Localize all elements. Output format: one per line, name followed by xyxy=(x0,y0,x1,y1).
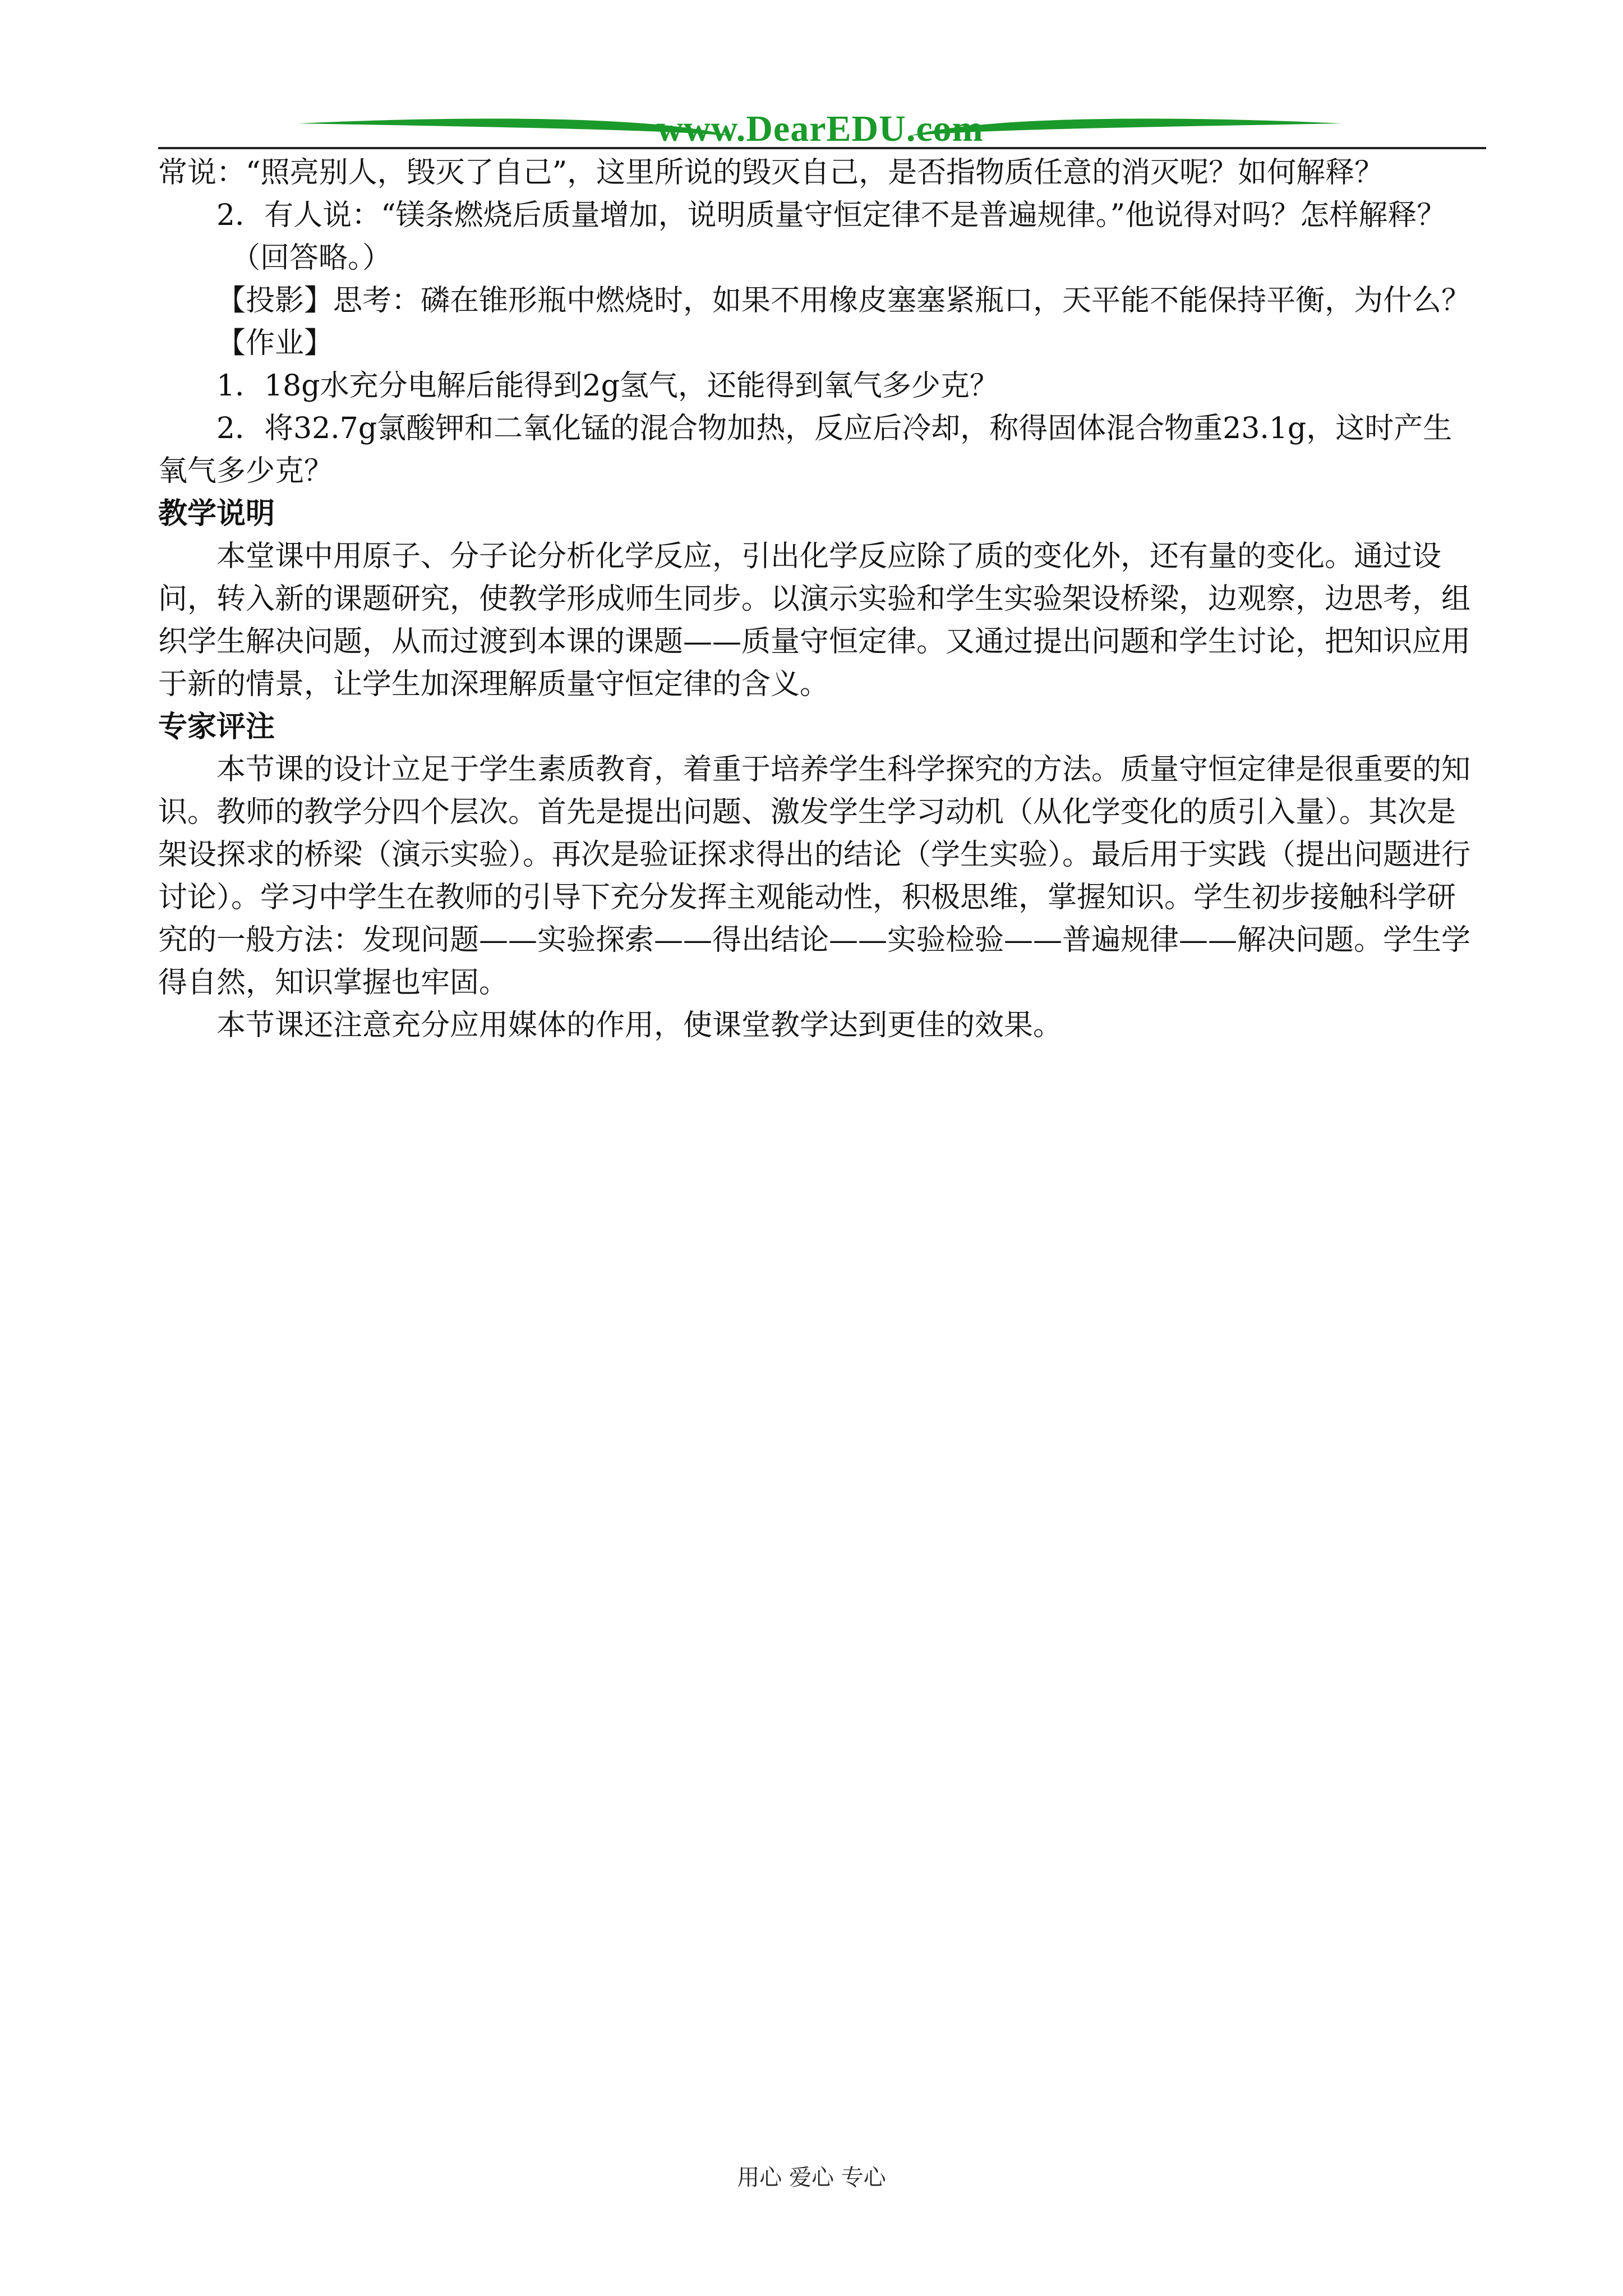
section-heading-teaching-notes: 教学说明 xyxy=(158,496,275,531)
paragraph: 2．将32.7g氯酸钾和二氧化锰的混合物加热，反应后冷却，称得固体混合物重23.1g，这时产生氧气多少克？ xyxy=(158,412,1453,488)
section-heading-expert-comment: 专家评注 xyxy=(158,710,275,744)
paragraph: 【作业】 xyxy=(216,326,334,360)
document-body xyxy=(158,151,1470,1047)
paragraph: 常说：“照亮别人，毁灭了自己”，这里所说的毁灭自己，是否指物质任意的消灭呢？如何解释？ xyxy=(158,156,1384,190)
paragraph: 本节课的设计立足于学生素质教育，着重于培养学生科学探究的方法。质量守恒定律是很重要的知识。教师的教学分四个层次。首先是提出问题、激发学生学习动机（从化学变化的质引入量）。其次是架设探求的桥梁（演示实验）。再次是验证探求得出的结论（学生实验）。最后用于实践（提出问题进行讨论）。学习中学生在教师的引导下充分发挥主观能动性，积极思维，掌握知识。学生初步接触科学研究的一般方法：发现问题——实验探索——得出结论——实验检验——普遍规律——解决问题。学生学得自然，知识掌握也牢固。 xyxy=(158,753,1471,1000)
site-header xyxy=(158,107,1482,151)
paragraph: 2．有人说：“镁条燃烧后质量增加，说明质量守恒定律不是普遍规律。”他说得对吗？怎样解释？ xyxy=(216,199,1446,232)
paragraph: 本堂课中用原子、分子论分析化学反应，引出化学反应除了质的变化外，还有量的变化。通过设问，转入新的课题研究，使教学形成师生同步。以演示实验和学生实验架设桥梁，边观察，边思考，组织学生解决问题，从而过渡到本课的课题——质量守恒定律。又通过提出问题和学生讨论，把知识应用于新的情景，让学生加深理解质量守恒定律的含义。 xyxy=(158,540,1471,701)
paragraph: 【投影】思考：磷在锥形瓶中燃烧时，如果不用橡皮塞塞紧瓶口，天平能不能保持平衡，为什么？ xyxy=(216,284,1471,318)
page-footer: 用心 爱心 专心 xyxy=(737,2165,886,2191)
paragraph: 1．18g水充分电解后能得到2g氢气，还能得到氧气多少克？ xyxy=(216,369,999,403)
site-url: www.DearEDU.com xyxy=(656,108,984,149)
header-divider xyxy=(158,147,1486,149)
paragraph: （回答略。） xyxy=(231,241,392,275)
paragraph: 本节课还注意充分应用媒体的作用，使课堂教学达到更佳的效果。 xyxy=(216,1009,1063,1042)
